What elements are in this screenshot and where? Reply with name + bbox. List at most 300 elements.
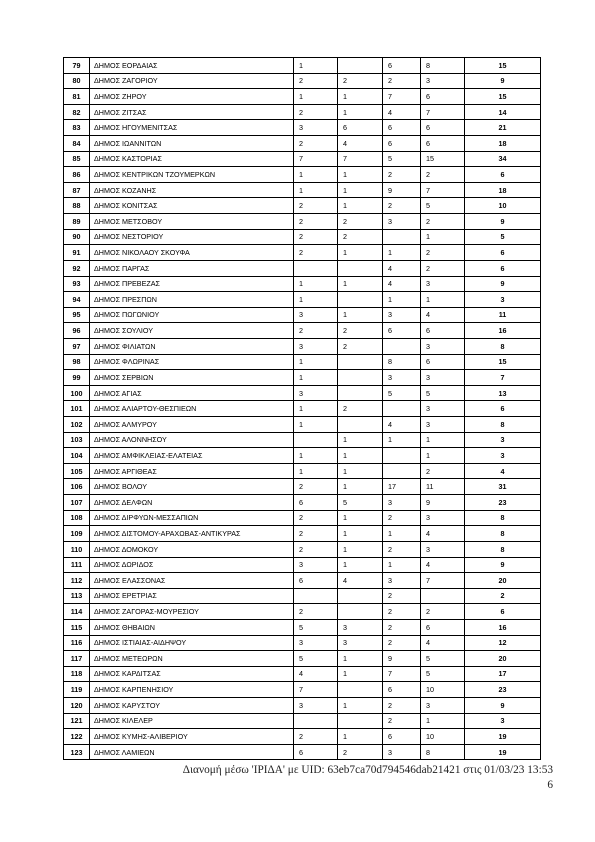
row-number: 91 — [64, 245, 90, 261]
row-total: 9 — [465, 697, 541, 713]
value-col-3: 5 — [383, 151, 421, 167]
table-row — [64, 73, 541, 89]
municipality-name: ΔΗΜΟΣ ΙΣΤΙΑΙΑΣ-ΑΙΔΗΨΟΥ — [90, 635, 294, 651]
value-col-2: 1 — [338, 245, 383, 261]
municipality-name: ΔΗΜΟΣ ΚΟΝΙΤΣΑΣ — [90, 198, 294, 214]
value-col-4: 8 — [421, 744, 465, 760]
table-row — [64, 245, 541, 261]
table-row — [64, 588, 541, 604]
row-number: 90 — [64, 229, 90, 245]
row-number: 87 — [64, 182, 90, 198]
value-col-3: 4 — [383, 276, 421, 292]
row-total: 6 — [465, 167, 541, 183]
municipality-name: ΔΗΜΟΣ ΝΙΚΟΛΑΟΥ ΣΚΟΥΦΑ — [90, 245, 294, 261]
value-col-1: 5 — [294, 619, 338, 635]
row-number: 82 — [64, 104, 90, 120]
value-col-3: 3 — [383, 495, 421, 511]
municipality-name: ΔΗΜΟΣ ΙΩΑΝΝΙΤΩΝ — [90, 136, 294, 152]
row-number: 103 — [64, 432, 90, 448]
municipality-name: ΔΗΜΟΣ ΑΛΜΥΡΟΥ — [90, 417, 294, 433]
value-col-1: 1 — [294, 292, 338, 308]
row-number: 96 — [64, 323, 90, 339]
value-col-1: 1 — [294, 370, 338, 386]
value-col-1: 2 — [294, 198, 338, 214]
value-col-3: 1 — [383, 557, 421, 573]
value-col-4: 6 — [421, 619, 465, 635]
value-col-3: 7 — [383, 666, 421, 682]
municipality-name: ΔΗΜΟΣ ΚΑΣΤΟΡΙΑΣ — [90, 151, 294, 167]
value-col-3: 6 — [383, 682, 421, 698]
value-col-4: 7 — [421, 573, 465, 589]
value-col-1: 2 — [294, 136, 338, 152]
value-col-4: 3 — [421, 541, 465, 557]
value-col-1: 1 — [294, 167, 338, 183]
row-total: 16 — [465, 619, 541, 635]
row-number: 105 — [64, 463, 90, 479]
table-row — [64, 229, 541, 245]
value-col-2: 1 — [338, 557, 383, 573]
table-row — [64, 479, 541, 495]
value-col-4: 3 — [421, 401, 465, 417]
value-col-1: 1 — [294, 89, 338, 105]
row-total: 17 — [465, 666, 541, 682]
value-col-4: 2 — [421, 260, 465, 276]
table-row — [64, 619, 541, 635]
table-row — [64, 370, 541, 386]
row-number: 92 — [64, 260, 90, 276]
value-col-4: 4 — [421, 307, 465, 323]
value-col-2: 2 — [338, 73, 383, 89]
value-col-1: 2 — [294, 510, 338, 526]
row-total: 21 — [465, 120, 541, 136]
row-number: 121 — [64, 713, 90, 729]
table-row — [64, 651, 541, 667]
table-row — [64, 385, 541, 401]
value-col-2 — [338, 417, 383, 433]
municipality-name: ΔΗΜΟΣ ΚΥΜΗΣ-ΑΛΙΒΕΡΙΟΥ — [90, 729, 294, 745]
municipality-name: ΔΗΜΟΣ ΑΡΓΙΘΕΑΣ — [90, 463, 294, 479]
value-col-3: 2 — [383, 198, 421, 214]
value-col-2: 1 — [338, 198, 383, 214]
table-row — [64, 744, 541, 760]
value-col-3: 9 — [383, 651, 421, 667]
value-col-2 — [338, 682, 383, 698]
row-number: 117 — [64, 651, 90, 667]
table-row — [64, 354, 541, 370]
municipality-name: ΔΗΜΟΣ ΑΛΙΑΡΤΟΥ-ΘΕΣΠΙΕΩΝ — [90, 401, 294, 417]
municipality-name: ΔΗΜΟΣ ΚΑΡΠΕΝΗΣΙΟΥ — [90, 682, 294, 698]
municipality-name: ΔΗΜΟΣ ΕΟΡΔΑΙΑΣ — [90, 58, 294, 74]
value-col-4: 6 — [421, 354, 465, 370]
value-col-3: 1 — [383, 526, 421, 542]
value-col-3: 2 — [383, 713, 421, 729]
row-number: 88 — [64, 198, 90, 214]
value-col-3: 2 — [383, 541, 421, 557]
table-row — [64, 198, 541, 214]
table-row — [64, 104, 541, 120]
value-col-1: 3 — [294, 338, 338, 354]
value-col-1: 4 — [294, 666, 338, 682]
value-col-3 — [383, 401, 421, 417]
municipality-name: ΔΗΜΟΣ ΖΗΡΟΥ — [90, 89, 294, 105]
municipality-name: ΔΗΜΟΣ ΝΕΣΤΟΡΙΟΥ — [90, 229, 294, 245]
table-row — [64, 713, 541, 729]
row-number: 85 — [64, 151, 90, 167]
value-col-2 — [338, 370, 383, 386]
distribution-footer: Διανομή μέσω 'ΙΡΙΔΑ' με UID: 63eb7ca70d794546dab21421 στις 01/03/23 13:53 — [182, 764, 553, 776]
row-total: 6 — [465, 260, 541, 276]
value-col-4: 7 — [421, 104, 465, 120]
row-total: 19 — [465, 744, 541, 760]
municipality-name: ΔΗΜΟΣ ΔΟΜΟΚΟΥ — [90, 541, 294, 557]
row-total: 2 — [465, 588, 541, 604]
value-col-3: 2 — [383, 635, 421, 651]
value-col-4: 2 — [421, 604, 465, 620]
row-number: 111 — [64, 557, 90, 573]
value-col-3 — [383, 463, 421, 479]
value-col-4: 4 — [421, 635, 465, 651]
value-col-2: 1 — [338, 729, 383, 745]
value-col-4: 3 — [421, 510, 465, 526]
value-col-4: 1 — [421, 448, 465, 464]
municipality-name: ΔΗΜΟΣ ΔΙΡΦΥΩΝ-ΜΕΣΣΑΠΙΩΝ — [90, 510, 294, 526]
value-col-4: 5 — [421, 666, 465, 682]
value-col-1: 3 — [294, 557, 338, 573]
value-col-4: 1 — [421, 229, 465, 245]
value-col-3: 3 — [383, 744, 421, 760]
value-col-2: 1 — [338, 651, 383, 667]
value-col-1: 2 — [294, 245, 338, 261]
value-col-4: 3 — [421, 697, 465, 713]
value-col-2: 1 — [338, 182, 383, 198]
row-number: 94 — [64, 292, 90, 308]
value-col-2: 2 — [338, 338, 383, 354]
value-col-3: 4 — [383, 417, 421, 433]
row-total: 9 — [465, 73, 541, 89]
value-col-3: 1 — [383, 432, 421, 448]
value-col-1 — [294, 713, 338, 729]
value-col-3: 2 — [383, 588, 421, 604]
row-total: 6 — [465, 401, 541, 417]
value-col-3: 1 — [383, 292, 421, 308]
value-col-2: 1 — [338, 479, 383, 495]
value-col-3: 9 — [383, 182, 421, 198]
table-row — [64, 276, 541, 292]
value-col-3: 2 — [383, 697, 421, 713]
value-col-2: 1 — [338, 541, 383, 557]
table-row — [64, 448, 541, 464]
municipality-name: ΔΗΜΟΣ ΑΜΦΙΚΛΕΙΑΣ-ΕΛΑΤΕΙΑΣ — [90, 448, 294, 464]
value-col-2 — [338, 260, 383, 276]
value-col-3: 4 — [383, 104, 421, 120]
row-number: 86 — [64, 167, 90, 183]
value-col-4: 11 — [421, 479, 465, 495]
value-col-3: 2 — [383, 73, 421, 89]
row-total: 9 — [465, 214, 541, 230]
row-total: 5 — [465, 229, 541, 245]
value-col-2 — [338, 588, 383, 604]
row-number: 97 — [64, 338, 90, 354]
value-col-4: 6 — [421, 120, 465, 136]
row-number: 113 — [64, 588, 90, 604]
row-total: 4 — [465, 463, 541, 479]
value-col-1 — [294, 432, 338, 448]
value-col-4: 10 — [421, 729, 465, 745]
page-number: 6 — [547, 779, 553, 791]
value-col-4: 2 — [421, 214, 465, 230]
value-col-3: 2 — [383, 619, 421, 635]
value-col-1: 2 — [294, 604, 338, 620]
table-row — [64, 526, 541, 542]
value-col-4: 5 — [421, 385, 465, 401]
row-number: 84 — [64, 136, 90, 152]
municipality-name: ΔΗΜΟΣ ΣΟΥΛΙΟΥ — [90, 323, 294, 339]
row-total: 8 — [465, 526, 541, 542]
municipality-name: ΔΗΜΟΣ ΖΑΓΟΡΑΣ-ΜΟΥΡΕΣΙΟΥ — [90, 604, 294, 620]
municipality-name: ΔΗΜΟΣ ΚΑΡΥΣΤΟΥ — [90, 697, 294, 713]
row-number: 120 — [64, 697, 90, 713]
row-number: 98 — [64, 354, 90, 370]
value-col-2: 2 — [338, 214, 383, 230]
municipality-name: ΔΗΜΟΣ ΔΕΛΦΩΝ — [90, 495, 294, 511]
value-col-1: 3 — [294, 307, 338, 323]
row-number: 102 — [64, 417, 90, 433]
row-number: 107 — [64, 495, 90, 511]
value-col-2: 2 — [338, 229, 383, 245]
row-number: 95 — [64, 307, 90, 323]
row-number: 81 — [64, 89, 90, 105]
row-number: 104 — [64, 448, 90, 464]
table-row — [64, 89, 541, 105]
value-col-2: 2 — [338, 744, 383, 760]
row-total: 18 — [465, 182, 541, 198]
value-col-3: 2 — [383, 510, 421, 526]
value-col-4 — [421, 588, 465, 604]
value-col-3: 6 — [383, 120, 421, 136]
value-col-1: 6 — [294, 744, 338, 760]
table-row — [64, 307, 541, 323]
table-row — [64, 292, 541, 308]
municipality-name: ΔΗΜΟΣ ΦΛΩΡΙΝΑΣ — [90, 354, 294, 370]
value-col-3: 4 — [383, 260, 421, 276]
row-total: 23 — [465, 682, 541, 698]
table-row — [64, 573, 541, 589]
row-total: 15 — [465, 58, 541, 74]
value-col-3: 1 — [383, 245, 421, 261]
municipality-name: ΔΗΜΟΣ ΖΑΓΟΡΙΟΥ — [90, 73, 294, 89]
value-col-1: 1 — [294, 417, 338, 433]
value-col-3 — [383, 229, 421, 245]
value-col-1 — [294, 260, 338, 276]
row-total: 14 — [465, 104, 541, 120]
value-col-4: 3 — [421, 338, 465, 354]
table-row — [64, 167, 541, 183]
row-total: 6 — [465, 245, 541, 261]
row-total: 15 — [465, 89, 541, 105]
value-col-4: 10 — [421, 682, 465, 698]
table-row — [64, 666, 541, 682]
row-total: 34 — [465, 151, 541, 167]
row-number: 122 — [64, 729, 90, 745]
row-total: 19 — [465, 729, 541, 745]
value-col-2 — [338, 354, 383, 370]
municipality-name: ΔΗΜΟΣ ΗΓΟΥΜΕΝΙΤΣΑΣ — [90, 120, 294, 136]
value-col-1: 3 — [294, 120, 338, 136]
municipality-name: ΔΗΜΟΣ ΣΕΡΒΙΩΝ — [90, 370, 294, 386]
table-row — [64, 635, 541, 651]
row-number: 108 — [64, 510, 90, 526]
municipality-name: ΔΗΜΟΣ ΠΡΕΒΕΖΑΣ — [90, 276, 294, 292]
value-col-4: 9 — [421, 495, 465, 511]
table-row — [64, 338, 541, 354]
value-col-2: 4 — [338, 573, 383, 589]
value-col-2: 1 — [338, 697, 383, 713]
municipality-name: ΔΗΜΟΣ ΒΟΛΟΥ — [90, 479, 294, 495]
row-number: 112 — [64, 573, 90, 589]
table-row — [64, 182, 541, 198]
value-col-1: 2 — [294, 214, 338, 230]
municipality-name: ΔΗΜΟΣ ΑΓΙΑΣ — [90, 385, 294, 401]
value-col-1 — [294, 588, 338, 604]
value-col-4: 1 — [421, 432, 465, 448]
row-total: 13 — [465, 385, 541, 401]
row-number: 110 — [64, 541, 90, 557]
row-number: 89 — [64, 214, 90, 230]
value-col-4: 3 — [421, 370, 465, 386]
row-number: 93 — [64, 276, 90, 292]
municipality-name: ΔΗΜΟΣ ΜΕΤΣΟΒΟΥ — [90, 214, 294, 230]
value-col-3: 3 — [383, 214, 421, 230]
value-col-1: 1 — [294, 58, 338, 74]
value-col-2: 1 — [338, 432, 383, 448]
table-row — [64, 151, 541, 167]
row-total: 11 — [465, 307, 541, 323]
value-col-4: 4 — [421, 526, 465, 542]
value-col-2: 7 — [338, 151, 383, 167]
value-col-3: 3 — [383, 573, 421, 589]
row-total: 8 — [465, 541, 541, 557]
value-col-2: 2 — [338, 401, 383, 417]
row-number: 114 — [64, 604, 90, 620]
row-total: 8 — [465, 338, 541, 354]
row-number: 80 — [64, 73, 90, 89]
value-col-1: 7 — [294, 151, 338, 167]
table-row — [64, 697, 541, 713]
value-col-1: 2 — [294, 479, 338, 495]
value-col-3 — [383, 338, 421, 354]
value-col-3: 5 — [383, 385, 421, 401]
value-col-4: 6 — [421, 136, 465, 152]
municipality-table — [63, 57, 541, 760]
table-row — [64, 432, 541, 448]
value-col-2: 4 — [338, 136, 383, 152]
value-col-1: 1 — [294, 463, 338, 479]
value-col-2: 1 — [338, 666, 383, 682]
value-col-3: 6 — [383, 729, 421, 745]
municipality-name: ΔΗΜΟΣ ΚΙΛΕΛΕΡ — [90, 713, 294, 729]
value-col-2: 3 — [338, 619, 383, 635]
value-col-4: 15 — [421, 151, 465, 167]
value-col-4: 3 — [421, 73, 465, 89]
municipality-name: ΔΗΜΟΣ ΚΕΝΤΡΙΚΩΝ ΤΖΟΥΜΕΡΚΩΝ — [90, 167, 294, 183]
value-col-2 — [338, 713, 383, 729]
table-row — [64, 729, 541, 745]
value-col-1: 2 — [294, 104, 338, 120]
municipality-name: ΔΗΜΟΣ ΚΑΡΔΙΤΣΑΣ — [90, 666, 294, 682]
value-col-2: 1 — [338, 526, 383, 542]
value-col-3: 17 — [383, 479, 421, 495]
table-row — [64, 417, 541, 433]
row-total: 15 — [465, 354, 541, 370]
value-col-4: 1 — [421, 292, 465, 308]
row-number: 118 — [64, 666, 90, 682]
table-row — [64, 557, 541, 573]
value-col-1: 2 — [294, 229, 338, 245]
value-col-2: 2 — [338, 323, 383, 339]
row-total: 18 — [465, 136, 541, 152]
value-col-2: 1 — [338, 89, 383, 105]
value-col-4: 4 — [421, 557, 465, 573]
row-total: 9 — [465, 557, 541, 573]
table-row — [64, 136, 541, 152]
value-col-2: 1 — [338, 167, 383, 183]
row-total: 9 — [465, 276, 541, 292]
value-col-3 — [383, 448, 421, 464]
row-number: 106 — [64, 479, 90, 495]
row-total: 8 — [465, 510, 541, 526]
row-total: 8 — [465, 417, 541, 433]
value-col-1: 7 — [294, 682, 338, 698]
row-number: 100 — [64, 385, 90, 401]
municipality-name: ΔΗΜΟΣ ΕΡΕΤΡΙΑΣ — [90, 588, 294, 604]
row-number: 99 — [64, 370, 90, 386]
value-col-3: 8 — [383, 354, 421, 370]
table-row — [64, 510, 541, 526]
row-total: 3 — [465, 292, 541, 308]
value-col-2: 1 — [338, 463, 383, 479]
row-total: 16 — [465, 323, 541, 339]
value-col-4: 2 — [421, 245, 465, 261]
row-number: 101 — [64, 401, 90, 417]
value-col-4: 5 — [421, 198, 465, 214]
row-total: 12 — [465, 635, 541, 651]
table-row — [64, 463, 541, 479]
value-col-4: 7 — [421, 182, 465, 198]
value-col-3: 7 — [383, 89, 421, 105]
row-total: 3 — [465, 432, 541, 448]
value-col-2: 1 — [338, 448, 383, 464]
value-col-2 — [338, 292, 383, 308]
value-col-3: 6 — [383, 136, 421, 152]
value-col-1: 2 — [294, 323, 338, 339]
row-total: 6 — [465, 604, 541, 620]
row-number: 116 — [64, 635, 90, 651]
value-col-2: 1 — [338, 307, 383, 323]
value-col-4: 6 — [421, 323, 465, 339]
table-row — [64, 541, 541, 557]
value-col-2: 1 — [338, 276, 383, 292]
row-number: 109 — [64, 526, 90, 542]
table-row — [64, 495, 541, 511]
value-col-4: 6 — [421, 89, 465, 105]
value-col-2 — [338, 604, 383, 620]
municipality-name: ΔΗΜΟΣ ΑΛΟΝΝΗΣΟΥ — [90, 432, 294, 448]
value-col-3: 3 — [383, 307, 421, 323]
municipality-name: ΔΗΜΟΣ ΚΟΖΑΝΗΣ — [90, 182, 294, 198]
value-col-2 — [338, 385, 383, 401]
table-body — [64, 58, 541, 760]
table-row — [64, 260, 541, 276]
